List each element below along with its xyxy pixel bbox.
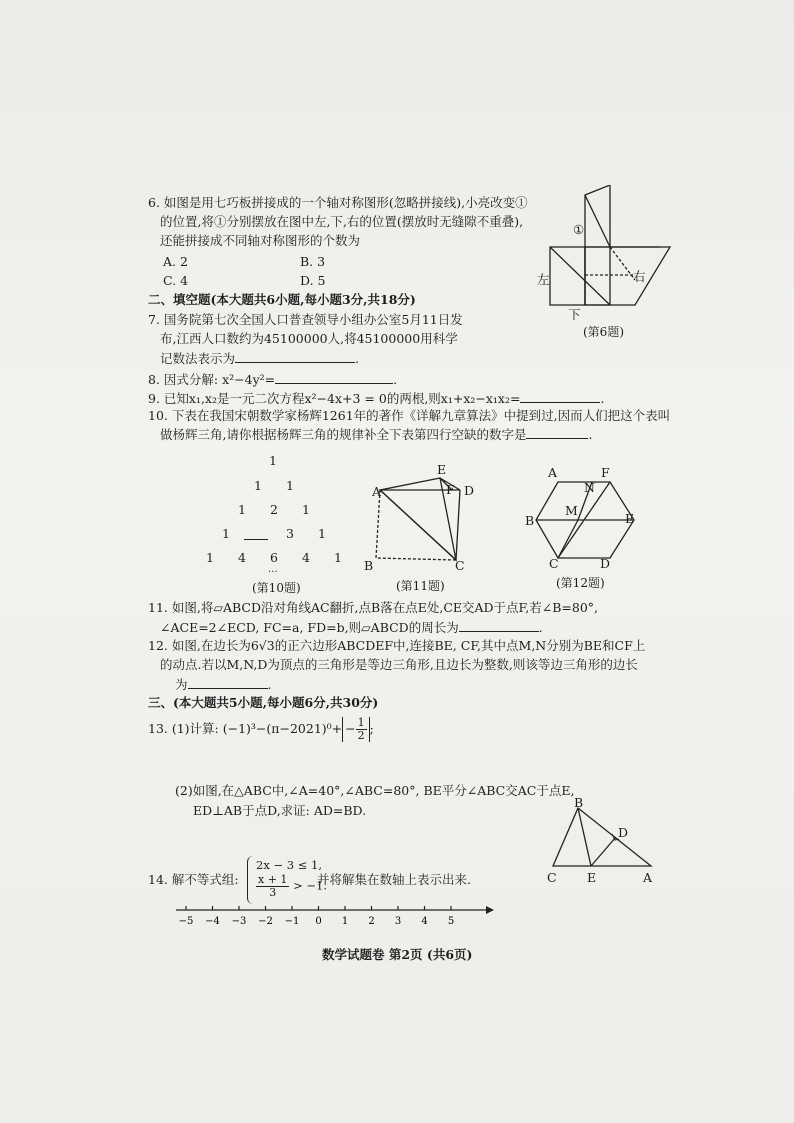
yanghui-cell: 1 [334, 550, 342, 565]
page-footer: 数学试题卷 第2页 (共6页) [322, 947, 473, 962]
q12-label-c: C [549, 556, 559, 571]
yanghui-cell: 1 [238, 502, 246, 517]
q8-answer-blank [275, 371, 393, 384]
q6-option-c: C. 4 [163, 273, 189, 288]
q12-figure-caption: (第12题) [556, 576, 605, 590]
q14-prefix: 14. 解不等式组: [148, 872, 239, 887]
q8-line: 8. 因式分解: x²−4y²= . [148, 372, 398, 387]
q7-line3: 记数法表示为 . [160, 351, 359, 366]
q10-answer-blank [526, 426, 588, 439]
q14-system-brace [247, 856, 254, 904]
q10-line1: 10. 下表在我国宋朝数学家杨辉1261年的著作《详解九章算法》中提到过,因而人们把这个表叫 [148, 408, 671, 423]
number-line-tick-label: −4 [205, 916, 220, 927]
q14-number-line [170, 903, 495, 929]
q6-option-b: B. 3 [300, 254, 326, 269]
q12-answer-blank [188, 676, 268, 689]
q11-label-e: E [437, 462, 447, 477]
q6-line2: 的位置,将①分别摆放在图中左,下,右的位置(摆放时无缝隙不重叠), [160, 214, 524, 229]
q6-tangram-figure [530, 185, 690, 335]
q8-text: 8. 因式分解: x²−4y²= [148, 372, 276, 387]
yanghui-cell: 1 [254, 478, 262, 493]
section-3-title: 三、(本大题共5小题,每小题6分,共30分) [148, 695, 379, 710]
q12-line1: 12. 如图,在边长为6√3的正六边形ABCDEF中,连接BE, CF,其中点M,N分别为BE和CF上 [148, 638, 646, 653]
q11-label-f: F [446, 482, 455, 497]
q13-fraction [356, 717, 367, 742]
q12-label-a: A [548, 465, 558, 480]
q6-figure-caption: (第6题) [583, 325, 624, 339]
q11-line2: ∠ACE=2∠ECD, FC=a, FD=b,则▱ABCD的周长为 . [160, 620, 543, 635]
yanghui-cell: 1 [206, 550, 214, 565]
q13-triangle-figure [545, 800, 665, 870]
q11-label-a: A [372, 484, 382, 499]
q14-fraction-denominator: 3 [269, 886, 277, 899]
q6-label-left: 左 [537, 272, 550, 287]
q6-label-down: 下 [568, 307, 581, 322]
q13-label-a: A [643, 870, 653, 885]
yanghui-cell: 2 [270, 502, 278, 517]
q14-inequality-2-rest: > −1. [293, 878, 327, 893]
number-line-tick-label: 1 [341, 916, 349, 927]
number-line-arrow [486, 906, 494, 914]
q11-label-b: B [364, 558, 374, 573]
q13-abs-sign: − [345, 721, 356, 736]
q13-fraction-numerator: 1 [357, 716, 365, 729]
yanghui-cell: 3 [286, 526, 294, 541]
q6-option-a: A. 2 [163, 254, 188, 269]
q12-label-f: F [601, 465, 610, 480]
yanghui-missing-cell-blank [244, 527, 268, 540]
yanghui-cell: 1 [286, 478, 294, 493]
number-line-tick-label: −5 [178, 916, 194, 927]
number-line-tick-label: 0 [315, 916, 322, 927]
q10-figure-caption: (第10题) [252, 581, 301, 595]
q12-label-e: E [625, 511, 635, 526]
q11-answer-blank [459, 619, 539, 632]
q11-line1: 11. 如图,将▱ABCD沿对角线AC翻折,点B落在点E处,CE交AD于点F,若∠B=80°, [148, 600, 599, 615]
yanghui-cell: 1 [302, 502, 310, 517]
yanghui-cell: 4 [238, 550, 246, 565]
number-line-tick-label: 3 [394, 916, 402, 927]
yanghui-cell: 1 [222, 526, 230, 541]
yanghui-cell: 4 [302, 550, 310, 565]
q13-part2-line1: (2)如图,在△ABC中,∠A=40°,∠ABC=80°, BE平分∠ABC交AC于点E, [175, 783, 575, 798]
q6-line3: 还能拼接成不同轴对称图形的个数为 [160, 233, 361, 248]
q13-part1 [148, 717, 374, 742]
q14-inequality-1: 2x − 3 ≤ 1, [256, 858, 322, 872]
yanghui-cell: 1 [269, 453, 277, 468]
number-line-tick-label: 5 [447, 916, 455, 927]
yanghui-ellipsis: ... [268, 564, 278, 575]
q10-line2-text: 做杨辉三角,请你根据杨辉三角的规律补全下表第四行空缺的数字是 [160, 427, 527, 442]
q12-line3: 为 . [175, 677, 272, 692]
q12-label-m: M [565, 503, 578, 518]
q9-answer-blank [520, 390, 600, 403]
q10-line2: 做杨辉三角,请你根据杨辉三角的规律补全下表第四行空缺的数字是 . [160, 427, 593, 442]
q12-label-d: D [600, 556, 611, 571]
number-line-tick-label: 2 [368, 916, 375, 927]
q14-suffix: 并将解集在数轴上表示出来. [317, 872, 471, 887]
q11-figure-caption: (第11题) [396, 579, 445, 593]
q13-part1-text: 13. (1)计算: (−1)³−(π−2021)⁰+ [148, 721, 343, 736]
q7-line2: 布,江西人口数约为45100000人,将45100000用科学 [160, 331, 458, 346]
yanghui-cell: 1 [318, 526, 326, 541]
q6-line1: 6. 如图是用七巧板拼接成的一个轴对称图形(忽略拼接线),小亮改变① [148, 195, 528, 210]
q7-line1: 7. 国务院第七次全国人口普查领导小组办公室5月11日发 [148, 312, 463, 327]
q7-answer-blank [235, 350, 355, 363]
number-line-ticks [179, 906, 455, 927]
q13-label-c: C [547, 870, 557, 885]
q12-line3-text: 为 [175, 677, 188, 692]
number-line-tick-label: −1 [284, 916, 300, 927]
q11-line2-text: ∠ACE=2∠ECD, FC=a, FD=b,则▱ABCD的周长为 [160, 620, 459, 635]
q11-label-d: D [464, 483, 475, 498]
q13-part2-line2: ED⊥AB于点D,求证: AD=BD. [193, 803, 367, 818]
q11-label-c: C [455, 558, 465, 573]
q14-fraction [256, 874, 289, 899]
q12-label-n: N [584, 480, 595, 495]
number-line-tick-label: 4 [421, 916, 428, 927]
yanghui-cell: 6 [270, 550, 278, 565]
section-2-title: 二、填空题(本大题共6小题,每小题3分,共18分) [148, 292, 416, 307]
q13-fraction-denominator: 2 [357, 729, 365, 742]
number-line-tick-label: −3 [231, 916, 247, 927]
q13-part1-end: ; [369, 721, 374, 736]
q13-label-e: E [587, 870, 597, 885]
q9-text: 9. 已知x₁,x₂是一元二次方程x²−4x+3 = 0的两根,则x₁+x₂−x₁x₂= [148, 391, 521, 406]
q13-label-b: B [574, 795, 584, 810]
q6-label-right: 右 [633, 269, 646, 284]
q12-line2: 的动点.若以M,N,D为顶点的三角形是等边三角形,且边长为整数,则该等边三角形的边长 [160, 657, 638, 672]
q6-option-d: D. 5 [300, 273, 326, 288]
q9-line: 9. 已知x₁,x₂是一元二次方程x²−4x+3 = 0的两根,则x₁+x₂−x₁x₂= . [148, 391, 605, 406]
q12-label-b: B [525, 513, 535, 528]
q13-label-d: D [618, 825, 629, 840]
q6-piece-one-label: ① [573, 222, 585, 237]
q13-absolute-value [342, 717, 369, 742]
number-line-tick-label: −2 [258, 916, 273, 927]
q14-fraction-numerator: x + 1 [258, 873, 288, 886]
q7-line3-text: 记数法表示为 [160, 351, 236, 366]
